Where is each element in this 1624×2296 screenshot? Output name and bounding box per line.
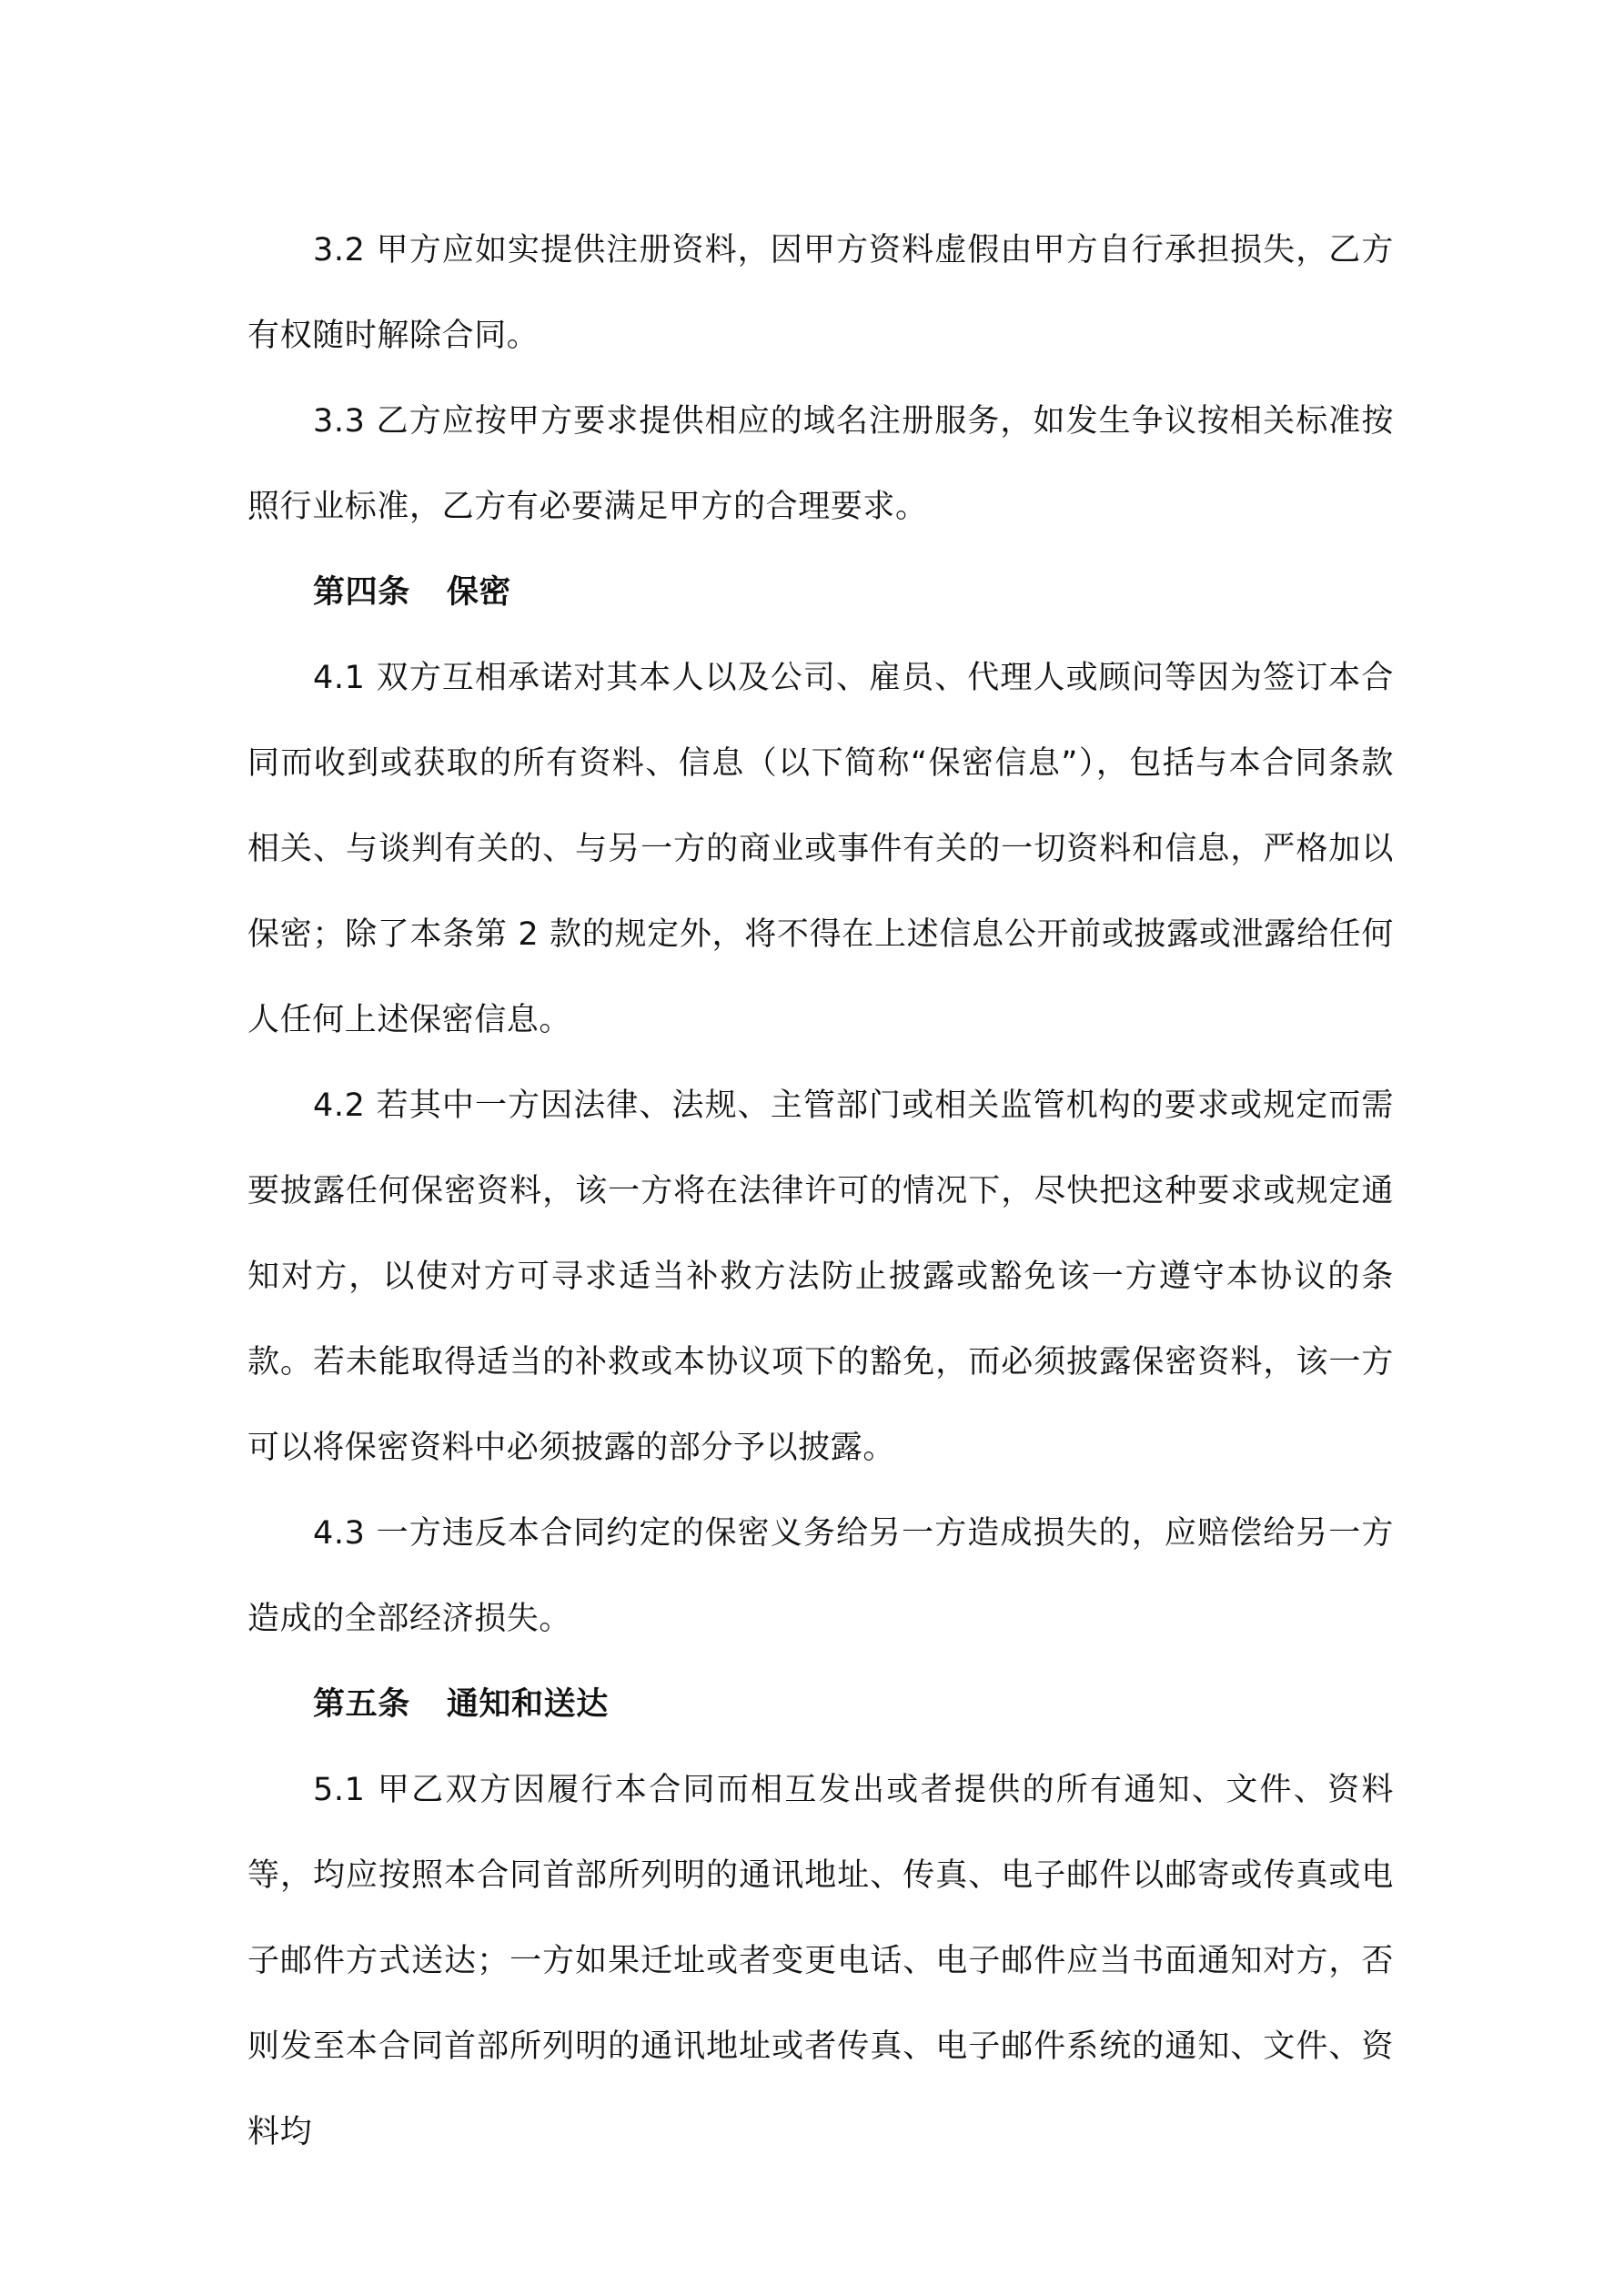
- clause-5-1: 5.1 甲乙双方因履行本合同而相互发出或者提供的所有通知、文件、资料等，均应按照本合同首部所列明的通讯地址、传真、电子邮件以邮寄或传真或电子邮件方式送达；一方如果迁址或者变更电话、电子邮件应当书面通知对方，否则发至本合同首部所列明的通讯地址或者传真、电子邮件系统的通知、文件、资料均: [247, 1772, 1394, 2150]
- article-4-title: 保密: [446, 574, 512, 611]
- clause-3-2: 3.2 甲方应如实提供注册资料，因甲方资料虚假由甲方自行承担损失，乙方有权随时解除合同。: [247, 232, 1394, 354]
- article-5-number: 第五条: [313, 1686, 410, 1723]
- article-4-number: 第四条: [313, 574, 410, 611]
- article-5-title: 通知和送达: [446, 1686, 609, 1723]
- clause-3-3: 3.3 乙方应按甲方要求提供相应的域名注册服务，如发生争议按相关标准按照行业标准，乙方有必要满足甲方的合理要求。: [247, 403, 1394, 525]
- clause-4-1: 4.1 双方互相承诺对其本人以及公司、雇员、代理人或顾问等因为签订本合同而收到或获取的所有资料、信息（以下简称“保密信息”），包括与本合同条款相关、与谈判有关的、与另一方的商业或事件有关的一切资料和信息，严格加以保密；除了本条第 2 款的规定外，将不得在上述信息公开前或披露或泄露给任何人任何上述保密信息。: [247, 660, 1394, 1038]
- article-5-heading: [247, 1662, 1394, 1747]
- article-4-heading: [247, 550, 1394, 635]
- document-body: [247, 207, 1394, 2175]
- clause-4-3: 4.3 一方违反本合同约定的保密义务给另一方造成损失的，应赔偿给另一方造成的全部经济损失。: [247, 1515, 1394, 1637]
- clause-4-2: 4.2 若其中一方因法律、法规、主管部门或相关监管机构的要求或规定而需要披露任何保密资料，该一方将在法律许可的情况下，尽快把这种要求或规定通知对方，以使对方可寻求适当补救方法防止披露或豁免该一方遵守本协议的条款。若未能取得适当的补救或本协议项下的豁免，而必须披露保密资料，该一方可以将保密资料中必须披露的部分予以披露。: [247, 1087, 1394, 1466]
